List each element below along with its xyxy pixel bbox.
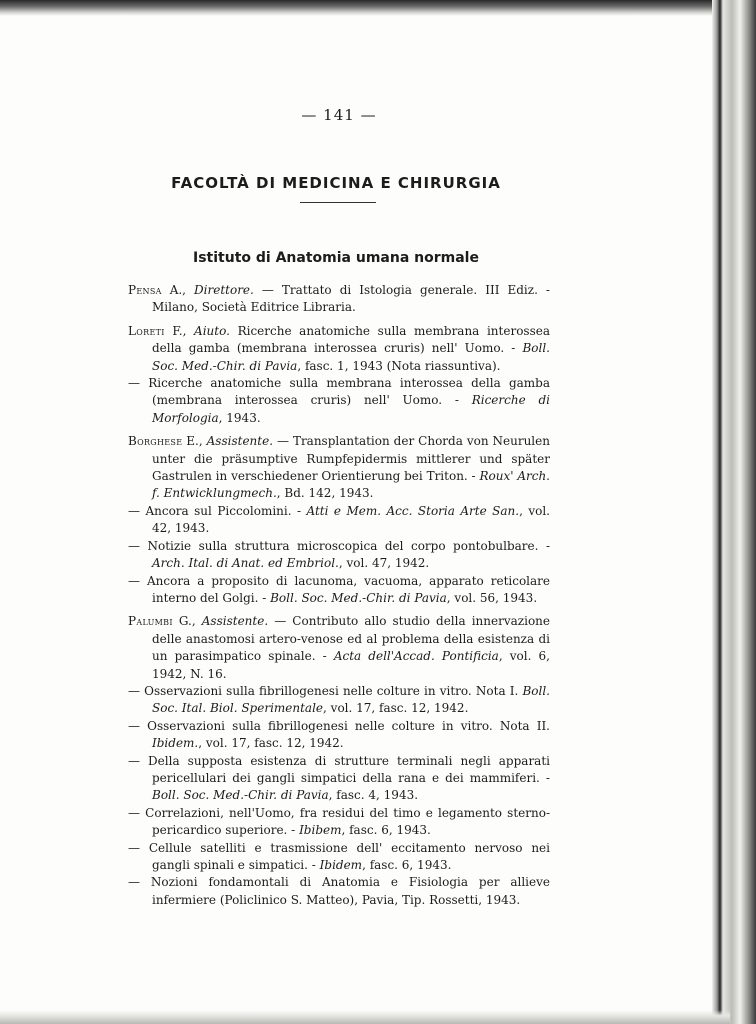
journal-name: Arch. Ital. di Anat. ed Embriol. (152, 556, 339, 571)
item-citation: , vol. 6, 1942, N. 16. (152, 649, 550, 681)
author-name: Pensa (128, 283, 162, 297)
publication-item (128, 805, 550, 840)
item-citation: , vol. 42, 1943. (152, 503, 550, 536)
journal-name: Ibibem (299, 823, 342, 838)
item-citation: , fasc. 6, 1943. (341, 823, 431, 838)
author-initials: A., (161, 283, 195, 297)
item-text: — Della supposta esistenza di strutture terminali negli apparati pericellulari dei gangli simpatici della rana e dei mammiferi. - (128, 753, 550, 785)
author-entry-borghese (128, 433, 550, 607)
author-role: Assistente. (201, 614, 269, 629)
item-text: — Ancora a proposito di lacunoma, vacuoma, apparato reticolare interno del Golgi. - (128, 573, 550, 605)
scan-shadow-bottom (0, 1010, 730, 1024)
title-divider (300, 202, 376, 203)
author-entry-palumbi (128, 613, 550, 909)
journal-name: Boll. Soc. Med.-Chir. di Pavia (270, 590, 447, 605)
institute-title: Istituto di Anatomia umana normale (193, 250, 479, 266)
journal-name: Acta dell'Accad. Pontificia (333, 649, 499, 664)
item-citation: , fasc. 6, 1943. (362, 858, 452, 872)
author-role: Aiuto. (194, 323, 230, 338)
item-text: — Contributo allo studio della innervazione delle anastomosi artero-venose ed al problema della esistenza di un parasimpatico spinale. - (152, 614, 550, 664)
journal-name: Roux' Arch. f. Entwicklungmech. (152, 469, 550, 501)
publication-item (128, 874, 550, 909)
item-text: — Transplantation der Chorda von Neurulen unter die präsumptive Rumpfepidermis mittlerer und später Gastrulen in verschiedener Orientierung bei Triton. - (152, 434, 550, 484)
item-citation: , 1943. (218, 410, 261, 425)
book-spine-edge (712, 0, 756, 1024)
journal-name: Ibidem. (152, 736, 199, 751)
publication-item (128, 282, 550, 317)
author-entry-loreti (128, 323, 550, 427)
publication-item (128, 538, 550, 573)
item-citation: , vol. 17, fasc. 12, 1942. (323, 701, 469, 716)
item-text: — Ricerche anatomiche sulla membrana interossea della gamba (membrana interossea cruris) nell' Uomo. - (128, 376, 550, 408)
item-citation: , vol. 17, fasc. 12, 1942. (198, 736, 344, 751)
publication-item (128, 753, 550, 805)
item-citation: , fasc. 4, 1943. (328, 788, 419, 803)
publication-item (128, 718, 550, 753)
publication-item (128, 573, 550, 608)
author-name: Loreti (128, 323, 165, 338)
publication-list (128, 282, 550, 915)
item-citation: , Bd. 142, 1943. (276, 486, 374, 501)
author-initials: F., (164, 323, 195, 338)
journal-name: Boll. Soc. Ital. Biol. Sperimentale (152, 683, 550, 716)
item-citation: , vol. 56, 1943. (446, 590, 538, 605)
publication-item (128, 840, 550, 875)
item-text: — Trattato di Istologia generale. III Ediz. - Milano, Società Editrice Libraria. (152, 283, 550, 315)
publication-item (128, 503, 550, 538)
author-initials: G., (172, 614, 202, 629)
item-text: Ricerche anatomiche sulla membrana interossea della gamba (membrana interossea cruris) nell' Uomo. - (152, 323, 550, 356)
publication-item (128, 613, 550, 683)
item-citation: , vol. 47, 1942. (338, 556, 430, 571)
item-citation: , fasc. 1, 1943 (Nota riassuntiva). (297, 358, 501, 373)
item-text: — Osservazioni sulla fibrillogenesi nelle colture in vitro. Nota II. (128, 718, 550, 733)
faculty-title: FACOLTÀ DI MEDICINA E CHIRURGIA (171, 174, 501, 192)
item-text: — Ancora sul Piccolomini. - (128, 503, 307, 518)
publication-item (128, 375, 550, 427)
scan-shadow-top (0, 0, 730, 16)
publication-item (128, 323, 550, 375)
item-text: — Osservazioni sulla fibrillogenesi nelle colture in vitro. Nota I. (128, 683, 523, 698)
item-text: — Nozioni fondamontali di Anatomia e Fisiologia per allieve infermiere (Policlinico S. Matteo), Pavia, Tip. Rossetti, 1943. (128, 875, 550, 907)
author-entry-pensa (128, 282, 550, 317)
publication-item (128, 683, 550, 718)
publication-item (128, 433, 550, 503)
item-text: — Cellule satelliti e trasmissione dell' eccitamento nervoso nei gangli spinali e simpatici. - (128, 840, 550, 872)
author-name: Palumbi (128, 614, 173, 629)
journal-name: Ricerche di Morfologia (152, 393, 550, 425)
item-text: — Correlazioni, nell'Uomo, fra residui del timo e legamento sterno-pericardico superiore. - (128, 805, 550, 838)
journal-name: Ibidem (319, 858, 363, 872)
author-role: Assistente. (206, 434, 274, 449)
journal-name: Boll. Soc. Med.-Chir. di Pavia (152, 341, 550, 373)
item-text: — Notizie sulla struttura microscopica del corpo pontobulbare. - (128, 538, 550, 553)
journal-name: Boll. Soc. Med.-Chir. di Pavia (152, 788, 329, 803)
author-role: Direttore. (194, 283, 254, 297)
author-initials: E., (182, 434, 207, 449)
journal-name: Atti e Mem. Acc. Storia Arte San. (306, 503, 520, 518)
author-name: Borghese (128, 434, 183, 449)
page-number: — 141 — (301, 106, 377, 124)
